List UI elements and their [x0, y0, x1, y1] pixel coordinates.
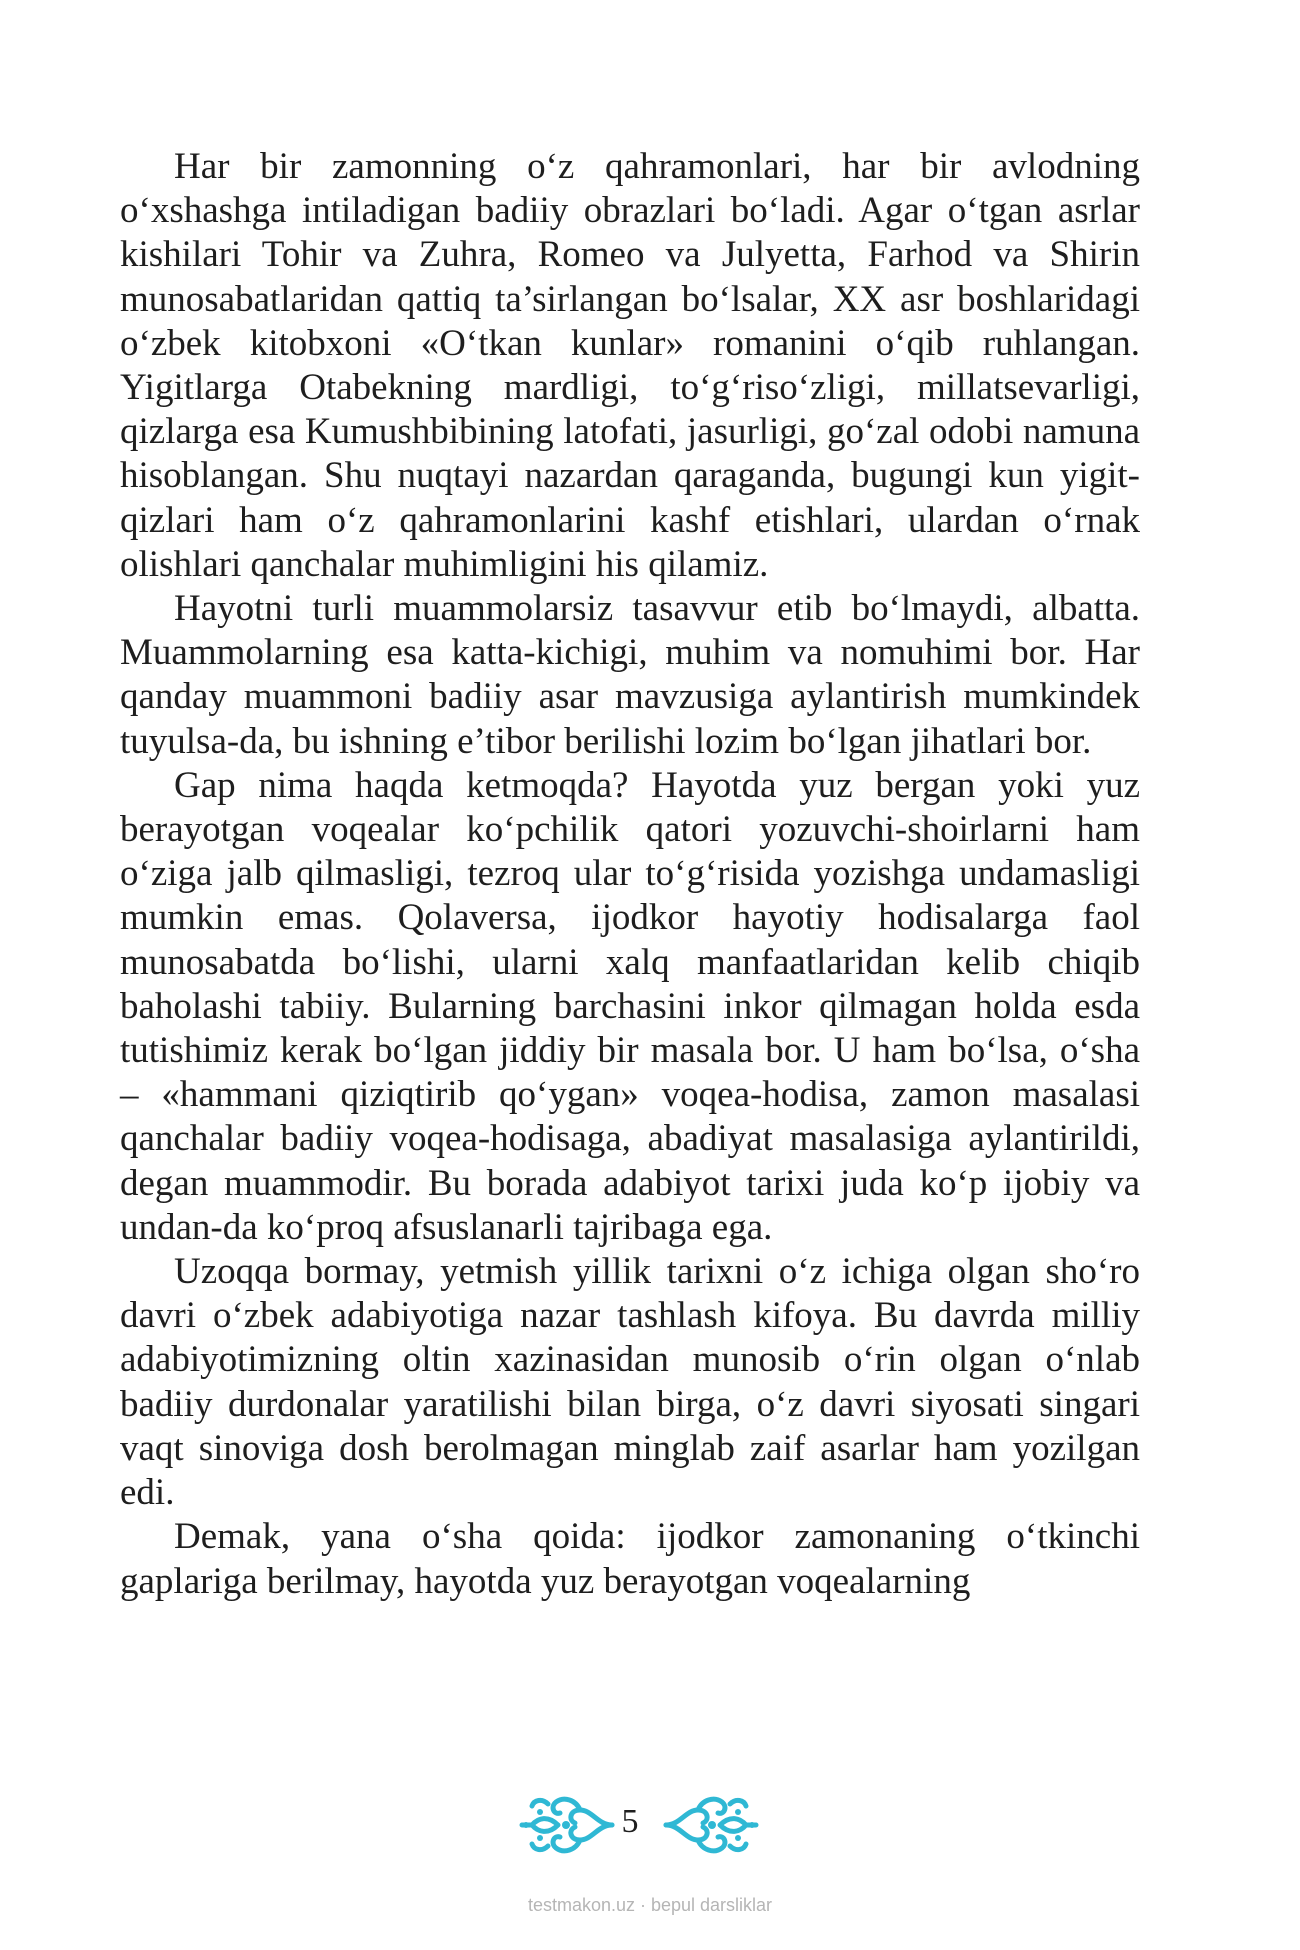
paragraph-4: Uzoqqa bormay, yetmish yillik tarixni o‘z ichiga olgan sho‘ro davri o‘zbek adabiyotiga nazar tashlash kifoya. Bu davrda milliy adabiyotimizning oltin xazinasidan munosib o‘rin olgan o‘nlab badiiy durdonalar yaratilishi bilan birga, o‘z davri siyosati singari vaqt sinoviga dosh berolmagan minglab zaif asarlar ham yozilgan edi. — [120, 1251, 1140, 1514]
floral-flourish-icon — [660, 1790, 760, 1860]
paragraph-2: Hayotni turli muammolarsiz tasavvur etib bo‘lmaydi, albatta. Muammolarning esa katta-kichigi, muhim va nomuhimi bor. Har qanday muammoni badiiy asar mavzusiga aylantirish mumkindek tuyulsa-da, bu ishning e’tibor berilishi lozim bo‘lgan jihatlari bor. — [120, 588, 1140, 762]
paragraph-1: Har bir zamonning o‘z qahramonlari, har bir avlodning o‘xshashga intiladigan badiiy obrazlari bo‘ladi. Agar o‘tgan asrlar kishilari Tohir va Zuhra, Romeo va Julyetta, Farhod va Shirin munosabatlaridan qattiq ta’sirlangan bo‘lsalar, XX asr boshlaridagi o‘zbek kitobxoni «O‘tkan kunlar» romanini o‘qib ruhlangan. Yigitlarga Otabekning mardligi, to‘g‘riso‘zligi, millatsevarligi, qizlarga esa Kumushbibining latofati, jasurligi, go‘zal odobi namuna hisoblangan. Shu nuqtayi nazardan qaraganda, bugungi kun yigit-qizlari ham o‘z qahramonlarini kashf etishlari, ulardan o‘rnak olishlari qanchalar muhimligini his qilamiz. — [120, 146, 1140, 585]
paragraph-5: Demak, yana o‘sha qoida: ijodkor zamonaning o‘tkinchi gaplariga berilmay, hayotda yuz berayotgan voqealarning — [120, 1516, 1140, 1602]
paragraph-3: Gap nima haqda ketmoqda? Hayotda yuz bergan yoki yuz berayotgan voqealar ko‘pchilik qatori yozuvchi-shoirlarni ham o‘ziga jalb qilmasligi, tezroq ular to‘g‘risida yozishga undamasligi mumkin emas. Qolaversa, ijodkor hayotiy hodisalarga faol munosabatda bo‘lishi, ularni xalq manfaatlaridan kelib chiqib baholashi tabiiy. Bularning barchasini inkor qilmagan holda esda tutishimiz kerak bo‘lgan jiddiy bir masala bor. U ham bo‘lsa, o‘sha – «hammani qiziqtirib qo‘ygan» voqea-hodisa, zamon masalasi qanchalar badiiy voqea-hodisaga, abadiyat masalasiga aylantirildi, degan muammodir. Bu borada adabiyot tarixi juda ko‘p ijobiy va undan-da ko‘proq afsuslanarli tajribaga ega. — [120, 764, 1140, 1248]
page-footer — [0, 1790, 1300, 1860]
watermark: testmakon.uz · bepul darsliklar — [527, 1895, 773, 1915]
body-text — [120, 145, 1140, 1604]
page-number: 5 — [621, 1803, 639, 1840]
